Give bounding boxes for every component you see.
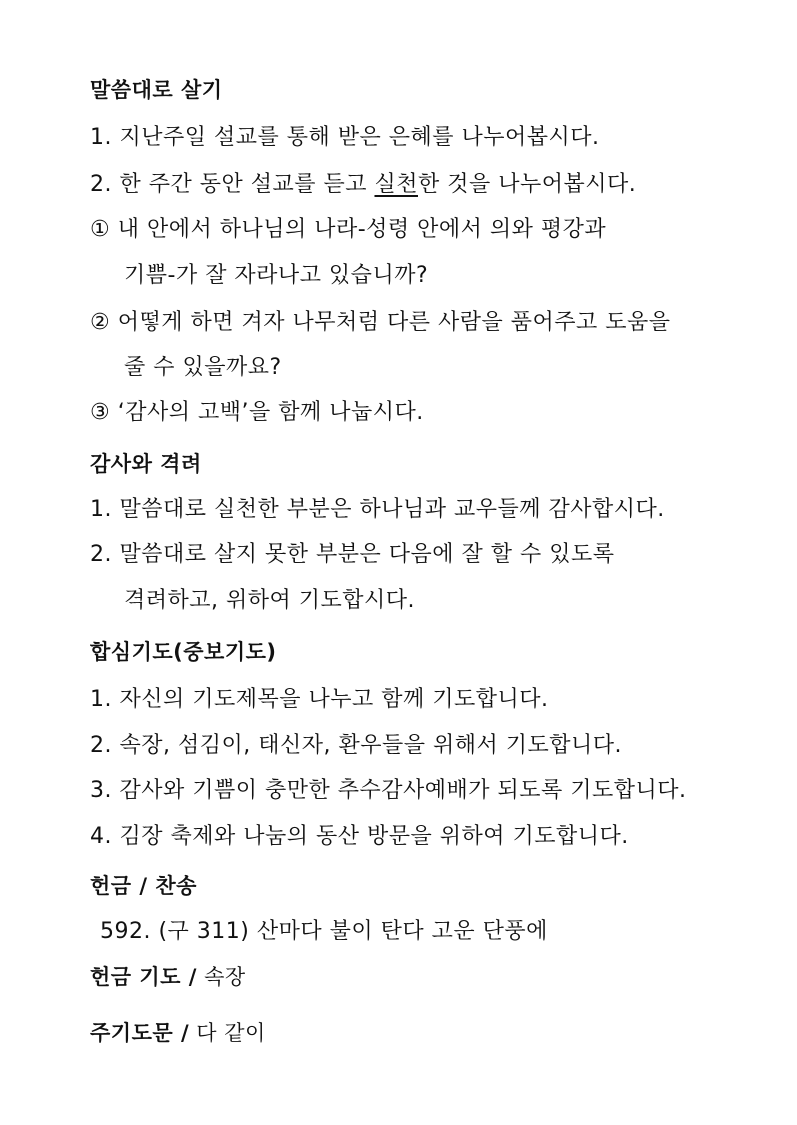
lords-prayer-heading (90, 1017, 266, 1047)
question-2-prefix: 2. 한 주간 동안 설교를 듣고 (90, 172, 375, 197)
live-by-word-question-1: 1. 지난주일 설교를 통해 받은 은혜를 나누어봅시다. (90, 125, 600, 150)
hymn-line: 592. (구 311) 산마다 불이 탄다 고운 단풍에 (100, 919, 548, 944)
sub-question-1-line-1: ① 내 안에서 하나님의 나라-성령 안에서 의와 평강과 (90, 217, 607, 242)
offering-prayer-title: 헌금 기도 / (90, 965, 197, 989)
prayer-item-2: 2. 속장, 섬김이, 태신자, 환우들을 위해서 기도합니다. (90, 733, 622, 758)
section-title-thanks-encourage: 감사와 격려 (90, 452, 202, 476)
live-by-word-question-2 (90, 167, 636, 198)
sub-question-1-line-2: 기쁨-가 잘 자라나고 있습니까? (124, 263, 429, 288)
prayer-item-1: 1. 자신의 기도제목을 나누고 함께 기도합니다. (90, 687, 549, 712)
question-2-underlined-word: 실천 (374, 172, 418, 197)
sub-question-2-line-2: 줄 수 있을까요? (124, 355, 282, 380)
lords-prayer-title: 주기도문 / (90, 1021, 190, 1045)
thanks-question-2-line-1: 2. 말씀대로 살지 못한 부분은 다음에 잘 할 수 있도록 (90, 542, 615, 567)
lords-prayer-note: 다 같이 (189, 1021, 266, 1045)
section-title-offering: 헌금 / 찬송 (90, 874, 197, 898)
prayer-item-4: 4. 김장 축제와 나눔의 동산 방문을 위하여 기도합니다. (90, 824, 629, 849)
thanks-question-2-line-2: 격려하고, 위하여 기도합시다. (124, 588, 415, 613)
thanks-question-1: 1. 말씀대로 실천한 부분은 하나님과 교우들께 감사합시다. (90, 497, 665, 522)
prayer-item-3: 3. 감사와 기쁨이 충만한 추수감사예배가 되도록 기도합니다. (90, 778, 687, 803)
offering-prayer-heading (90, 961, 246, 991)
section-title-prayer: 합심기도(중보기도) (90, 640, 277, 664)
question-2-suffix: 한 것을 나누어봅시다. (418, 172, 637, 197)
sub-question-2-line-1: ② 어떻게 하면 겨자 나무처럼 다른 사람을 품어주고 도움을 (90, 310, 671, 335)
sub-question-3: ③ ‘감사의 고백’을 함께 나눕시다. (90, 400, 424, 425)
offering-prayer-leader: 속장 (196, 965, 246, 989)
section-title-live-by-word: 말씀대로 살기 (90, 78, 223, 102)
